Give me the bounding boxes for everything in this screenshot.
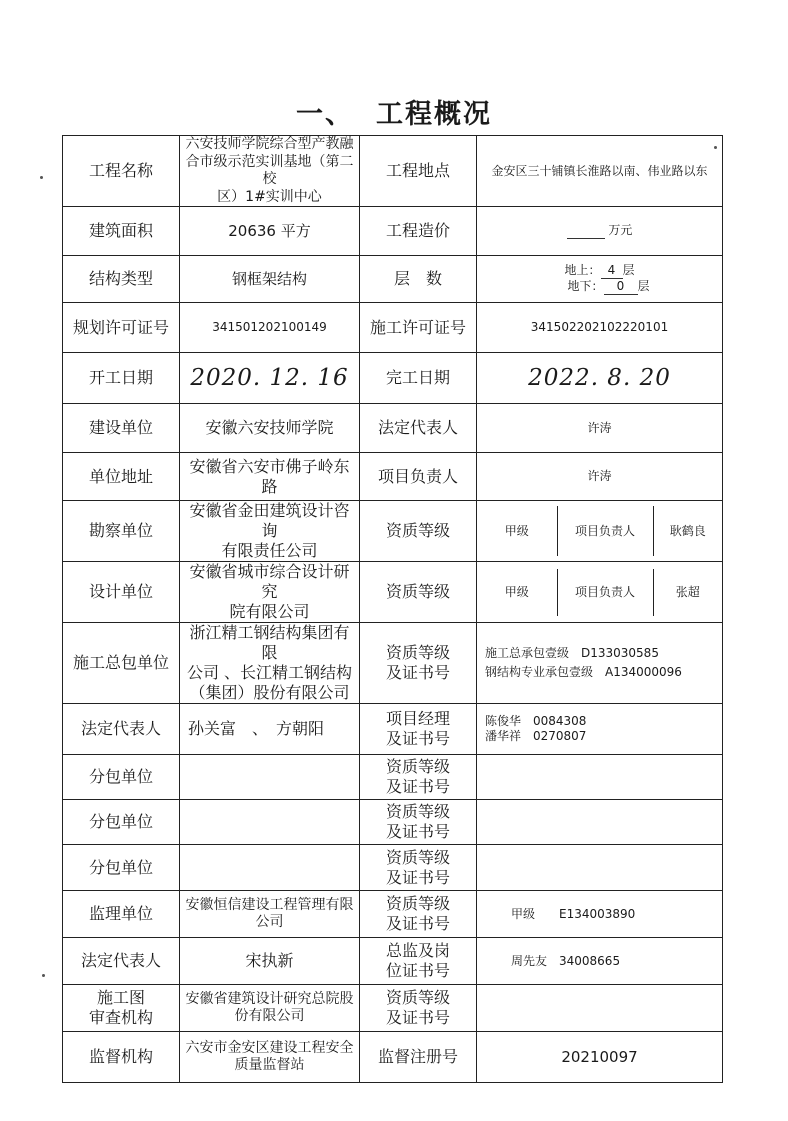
- label-cost: 工程造价: [360, 207, 477, 256]
- label-project-name: 工程名称: [63, 136, 180, 207]
- row-builder: [63, 404, 723, 453]
- label-subcontractor: 分包单位: [63, 755, 180, 800]
- project-name-line: 合市级示范实训基地（第二校: [185, 153, 354, 187]
- label-chief: 总监及岗 位证书号: [360, 938, 477, 985]
- design-grade: 甲级: [504, 584, 529, 599]
- floors-above: 地上： 4 层: [564, 263, 635, 277]
- row-oversight: [63, 1032, 723, 1083]
- label-project-site: 工程地点: [360, 136, 477, 207]
- label-sub-qual: 资质等级 及证书号: [360, 800, 477, 845]
- value-project-site: 金安区三十铺镇长淮路以南、伟业路以东: [477, 136, 723, 207]
- row-survey: [63, 501, 723, 562]
- page-title: [0, 92, 788, 131]
- value-general-contractor: 浙江精工钢结构集团有限 公司 、长江精工钢结构 （集团）股份有限公司: [180, 623, 360, 704]
- value-contractor-rep: 孙关富 、 方朝阳: [180, 704, 360, 755]
- value-address: 安徽省六安市佛子岭东路: [180, 453, 360, 501]
- title-text: 工程概况: [376, 99, 492, 130]
- value-legal-rep: 许涛: [477, 404, 723, 453]
- row-design: [63, 562, 723, 623]
- row-general-contractor: [63, 623, 723, 704]
- row-permits: [63, 303, 723, 353]
- row-subcontractor: [63, 845, 723, 891]
- label-sub-qual: 资质等级 及证书号: [360, 755, 477, 800]
- title-number: 一、: [296, 99, 354, 130]
- row-project-name: [63, 136, 723, 207]
- label-address: 单位地址: [63, 453, 180, 501]
- value-builder: 安徽六安技师学院: [180, 404, 360, 453]
- survey-lead-label: 项目负责人: [557, 506, 653, 556]
- label-supervisor-qual: 资质等级 及证书号: [360, 891, 477, 938]
- label-survey: 勘察单位: [63, 501, 180, 562]
- scan-speck: [40, 176, 43, 179]
- label-legal-rep: 法定代表人: [360, 404, 477, 453]
- cost-unit: 万元: [608, 223, 633, 237]
- value-subcontractor: [180, 845, 360, 891]
- value-start-date: 2020. 12. 16: [180, 353, 360, 404]
- scan-speck: [42, 974, 45, 977]
- label-construction-permit: 施工许可证号: [360, 303, 477, 353]
- value-sub-qual: [477, 755, 723, 800]
- project-name-line: 区）1#实训中心: [217, 188, 322, 205]
- value-reg: 20210097: [477, 1032, 723, 1083]
- label-oversight: 监督机构: [63, 1032, 180, 1083]
- value-survey: 安徽省金田建筑设计咨询 有限责任公司: [180, 501, 360, 562]
- design-lead-label: 项目负责人: [557, 569, 653, 616]
- label-review: 施工图 审查机构: [63, 985, 180, 1032]
- row-supervisor-rep: [63, 938, 723, 985]
- cost-blank: [567, 223, 605, 239]
- survey-grade: 甲级: [504, 523, 529, 538]
- row-supervisor: [63, 891, 723, 938]
- value-review: 安徽省建筑设计研究总院股 份有限公司: [180, 985, 360, 1032]
- row-dates: [63, 353, 723, 404]
- value-sub-qual: [477, 800, 723, 845]
- survey-qual-cell: [477, 501, 723, 562]
- label-end-date: 完工日期: [360, 353, 477, 404]
- label-area: 建筑面积: [63, 207, 180, 256]
- value-supervisor: 安徽恒信建设工程管理有限 公司: [180, 891, 360, 938]
- value-cost: [477, 207, 723, 256]
- design-qual-cell: [477, 562, 723, 623]
- label-contractor-rep: 法定代表人: [63, 704, 180, 755]
- label-pm: 项目经理 及证书号: [360, 704, 477, 755]
- value-structure: 钢框架结构: [180, 256, 360, 303]
- label-subcontractor: 分包单位: [63, 845, 180, 891]
- value-project-lead: 许涛: [477, 453, 723, 501]
- row-subcontractor: [63, 800, 723, 845]
- value-construction-permit: 341502202102220101: [477, 303, 723, 353]
- label-design-qual: 资质等级: [360, 562, 477, 623]
- label-gc-qual: 资质等级 及证书号: [360, 623, 477, 704]
- label-reg: 监督注册号: [360, 1032, 477, 1083]
- label-project-lead: 项目负责人: [360, 453, 477, 501]
- label-structure: 结构类型: [63, 256, 180, 303]
- value-oversight: 六安市金安区建设工程安全 质量监督站: [180, 1032, 360, 1083]
- row-area: [63, 207, 723, 256]
- floors-below: 地下： 0 层: [567, 279, 650, 293]
- label-start-date: 开工日期: [63, 353, 180, 404]
- row-subcontractor: [63, 755, 723, 800]
- label-builder: 建设单位: [63, 404, 180, 453]
- value-end-date: 2022. 8. 20: [477, 353, 723, 404]
- design-lead: 张超: [653, 569, 722, 616]
- survey-lead: 耿鹤良: [653, 506, 722, 556]
- label-sub-qual: 资质等级 及证书号: [360, 845, 477, 891]
- value-gc-certs: 施工总承包壹级 D133030585 钢结构专业承包壹级 A134000096: [477, 623, 723, 704]
- label-survey-qual: 资质等级: [360, 501, 477, 562]
- row-address: [63, 453, 723, 501]
- value-design: 安徽省城市综合设计研究 院有限公司: [180, 562, 360, 623]
- label-supervisor-rep: 法定代表人: [63, 938, 180, 985]
- value-project-name: [180, 136, 360, 207]
- label-design: 设计单位: [63, 562, 180, 623]
- label-subcontractor: 分包单位: [63, 800, 180, 845]
- row-structure: [63, 256, 723, 303]
- value-area: 20636 平方: [180, 207, 360, 256]
- value-supervisor-rep: 宋执新: [180, 938, 360, 985]
- value-sub-qual: [477, 845, 723, 891]
- label-review-qual: 资质等级 及证书号: [360, 985, 477, 1032]
- value-chief: 周先友 34008665: [477, 938, 723, 985]
- value-pms: 陈俊华 0084308 潘华祥 0270807: [477, 704, 723, 755]
- label-planning-permit: 规划许可证号: [63, 303, 180, 353]
- value-planning-permit: 341501202100149: [180, 303, 360, 353]
- value-subcontractor: [180, 755, 360, 800]
- row-contractor-rep: [63, 704, 723, 755]
- value-review-qual: [477, 985, 723, 1032]
- project-overview-table: [62, 135, 723, 1083]
- label-supervisor: 监理单位: [63, 891, 180, 938]
- value-subcontractor: [180, 800, 360, 845]
- row-review: [63, 985, 723, 1032]
- project-name-line: 六安技师学院综合型产教融: [185, 136, 354, 152]
- label-floors: 层 数: [360, 256, 477, 303]
- value-supervisor-cert: 甲级 E134003890: [477, 891, 723, 938]
- value-floors: [477, 256, 723, 303]
- label-general-contractor: 施工总包单位: [63, 623, 180, 704]
